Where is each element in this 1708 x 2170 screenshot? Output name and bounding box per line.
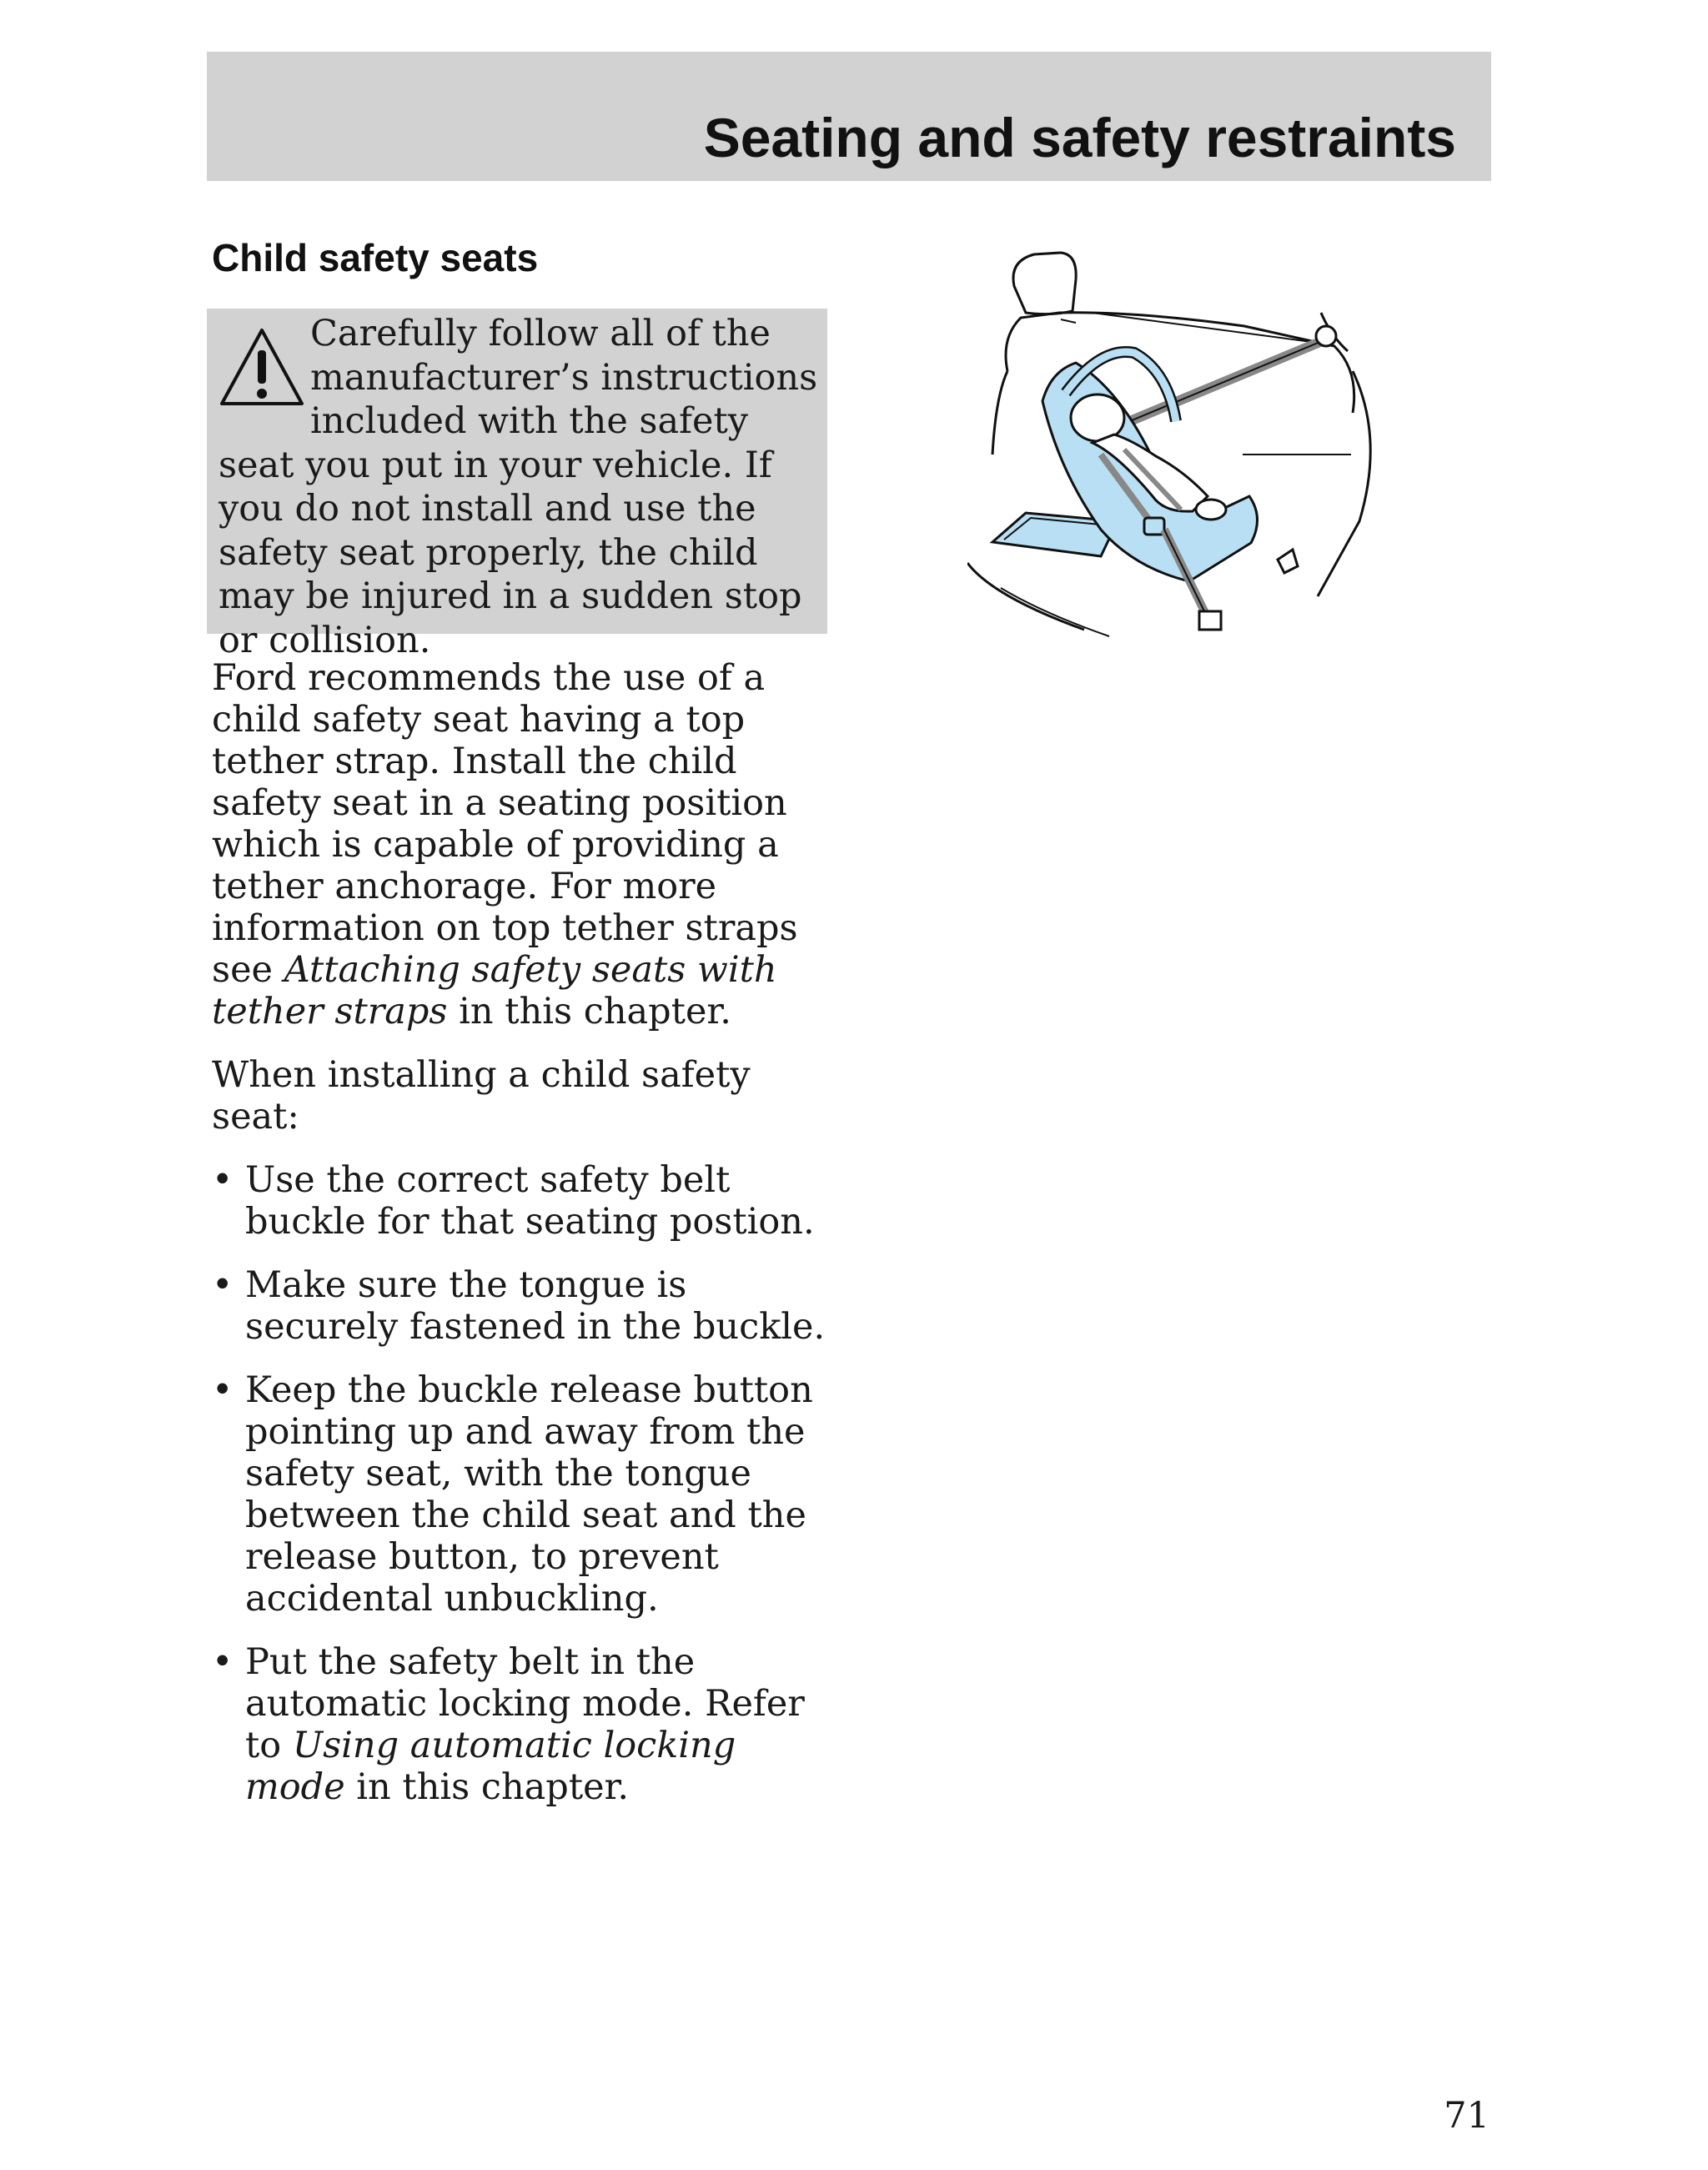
- cross-reference-attaching-tether: Attaching safety seats with tether straps: [212, 949, 777, 1032]
- list-item: • Put the safety belt in the automatic locking mode. Refer to Using automatic locking mode in this chapter.: [212, 1641, 805, 1808]
- list-item: • Make sure the tongue is securely fastened in the buckle.: [212, 1264, 826, 1348]
- chapter-title: Seating and safety restraints: [703, 107, 1456, 168]
- bullet-point: •: [212, 1369, 234, 1411]
- paragraph-tether-recommendation: Ford recommends the use of a child safety seat having a top tether strap. Install the child safety seat in a seating position which is capable of providing a tether anchorage. For more information on top tether straps see Attaching safety seats with tether straps in this chapter.: [212, 657, 798, 1032]
- cross-reference-automatic-locking: Using automatic locking mode: [245, 1725, 736, 1808]
- page-number: 71: [1444, 2095, 1489, 2137]
- warning-text: Carefully follow all of the manufacturer’s instructions included with the safety seat you put in your vehicle. If you do not install and use the safety seat properly, the child may be injured in a sudden stop or collision.: [219, 313, 818, 661]
- bullet-point: •: [212, 1159, 234, 1201]
- warning-box: [207, 309, 827, 661]
- child-safety-seat-illustration: [967, 246, 1418, 638]
- section-title: Child safety seats: [212, 236, 539, 279]
- bullet-point: •: [212, 1641, 234, 1683]
- bullet-point: •: [212, 1264, 234, 1306]
- body-text: [212, 657, 846, 1808]
- list-item: • Keep the buckle release button pointing up and away from the safety seat, with the tongue between the child seat and the release button, to prevent accidental unbuckling.: [212, 1369, 813, 1620]
- installation-bullet-list: [212, 1159, 846, 1808]
- header-band: [207, 52, 1491, 181]
- warning-triangle-icon: [219, 325, 305, 409]
- paragraph-installing-intro: When installing a child safety seat:: [212, 1054, 751, 1138]
- list-item: • Use the correct safety belt buckle for that seating postion.: [212, 1159, 815, 1243]
